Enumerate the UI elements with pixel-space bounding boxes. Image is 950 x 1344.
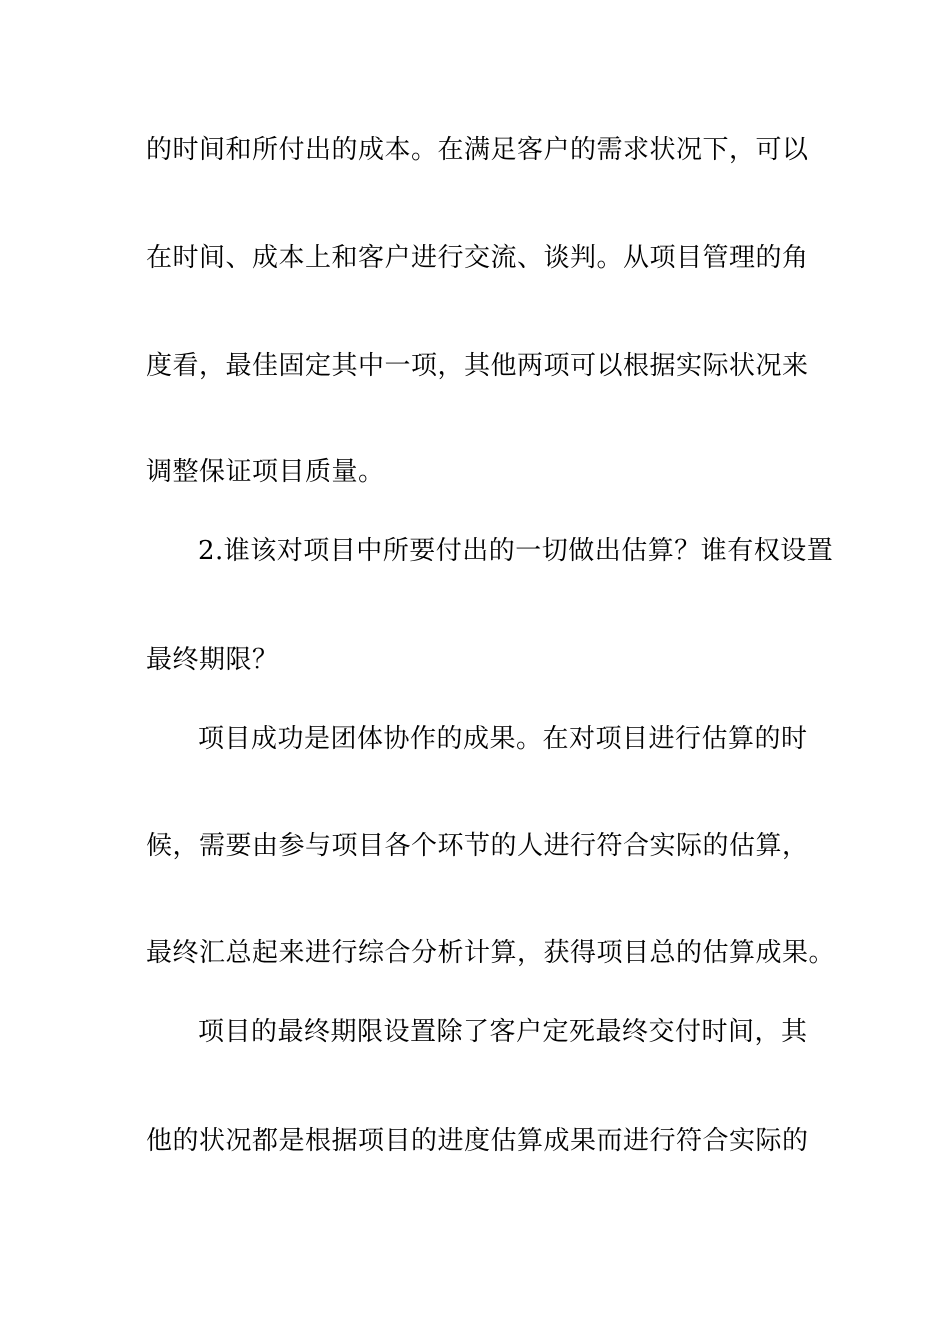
paragraph-line: 项目成功是团体协作的成果。在对项目进行估算的时 [198, 724, 808, 754]
paragraph-line: 在时间、成本上和客户进行交流、谈判。从项目管理的角 [146, 243, 809, 273]
question-heading-line: 2.谁该对项目中所要付出的一切做出估算？谁有权设置 [198, 536, 834, 566]
question-heading-line: 最终期限？ [146, 645, 279, 675]
paragraph-line: 项目的最终期限设置除了客户定死最终交付时间，其 [198, 1017, 808, 1047]
paragraph-line: 他的状况都是根据项目的进度估算成果而进行符合实际的 [146, 1126, 809, 1156]
paragraph-line: 最终汇总起来进行综合分析计算，获得项目总的估算成果。 [146, 938, 836, 968]
paragraph-line: 的时间和所付出的成本。在满足客户的需求状况下，可以 [146, 135, 809, 165]
paragraph-line: 调整保证项目质量。 [146, 457, 385, 487]
paragraph-line: 度看，最佳固定其中一项，其他两项可以根据实际状况来 [146, 351, 809, 381]
paragraph-line: 候，需要由参与项目各个环节的人进行符合实际的估算， [146, 831, 809, 861]
